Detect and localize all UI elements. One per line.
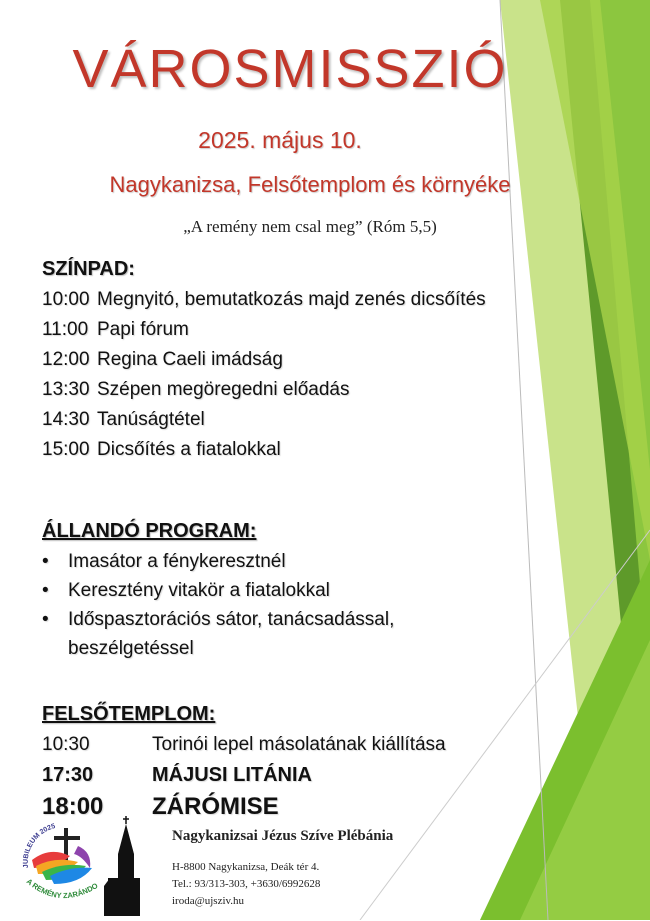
stage-time: 13:30 [42, 379, 90, 400]
church-desc: ZÁRÓMISE [152, 793, 279, 820]
stage-row [42, 435, 522, 465]
stage-time: 15:00 [42, 439, 90, 460]
stage-row [42, 375, 522, 405]
stage-time: 11:00 [42, 319, 89, 340]
stage-desc: Papi fórum [97, 319, 189, 340]
stage-desc: Megnyitó, bemutatkozás majd zenés dicsőítés [97, 289, 486, 310]
list-item: • Imasátor a fénykeresztnél [42, 547, 512, 576]
event-date: 2025. május 10. [198, 127, 362, 153]
church-time: 18:00 [42, 793, 104, 820]
permanent-program-section [42, 520, 512, 663]
stage-time: 12:00 [42, 349, 90, 370]
list-item: • Keresztény vitakör a fiatalokkal [42, 576, 512, 605]
jubilee-logo-top-text: JUBILEUM 2025 [22, 822, 57, 869]
stage-section [42, 258, 522, 465]
stage-time: 10:00 [42, 289, 90, 310]
stage-row [42, 315, 522, 345]
permanent-program-list [42, 547, 512, 663]
email-line[interactable]: iroda@ujsziv.hu [172, 895, 245, 907]
logos [20, 816, 140, 916]
church-heading: FELSŐTEMPLOM: [42, 703, 216, 725]
event-location: Nagykanizsa, Felsőtemplom és környéke [109, 172, 511, 197]
stage-row [42, 285, 522, 315]
church-desc: Torinói lepel másolatának kiállítása [152, 734, 446, 755]
parish-info [172, 828, 462, 910]
motto-quote: „A remény nem csal meg” (Róm 5,5) [183, 217, 437, 236]
parish-name: Nagykanizsai Jézus Szíve Plébánia [172, 828, 394, 844]
church-time: 10:30 [42, 734, 90, 755]
church-section [42, 703, 532, 824]
jubilee-logo-bottom-text: A REMÉNY ZARÁNDO [24, 876, 100, 901]
phone-line: Tel.: 93/313-303, +3630/6992628 [172, 878, 321, 890]
church-desc: MÁJUSI LITÁNIA [152, 764, 312, 786]
permanent-program-heading: ÁLLANDÓ PROGRAM: [42, 520, 257, 542]
list-item: • Időspasztorációs sátor, tanácsadással, beszélgetéssel [42, 605, 512, 663]
stage-heading: SZÍNPAD: [42, 258, 135, 280]
stage-desc: Dicsőítés a fiatalokkal [97, 439, 281, 460]
address-line: H-8800 Nagykanizsa, Deák tér 4. [172, 861, 320, 873]
church-row [42, 760, 532, 790]
stage-row [42, 405, 522, 435]
stage-desc: Regina Caeli imádság [97, 349, 283, 370]
stage-desc: Tanúságtétel [97, 409, 205, 430]
contact-block [172, 859, 462, 910]
stage-row [42, 345, 522, 375]
church-row [42, 730, 532, 760]
page-title: VÁROSMISSZIÓ [72, 39, 508, 99]
stage-desc: Szépen megöregedni előadás [97, 379, 350, 400]
stage-time: 14:30 [42, 409, 90, 430]
church-time: 17:30 [42, 764, 94, 786]
church-silhouette-icon [104, 816, 140, 916]
jubilee-logo [20, 816, 100, 900]
